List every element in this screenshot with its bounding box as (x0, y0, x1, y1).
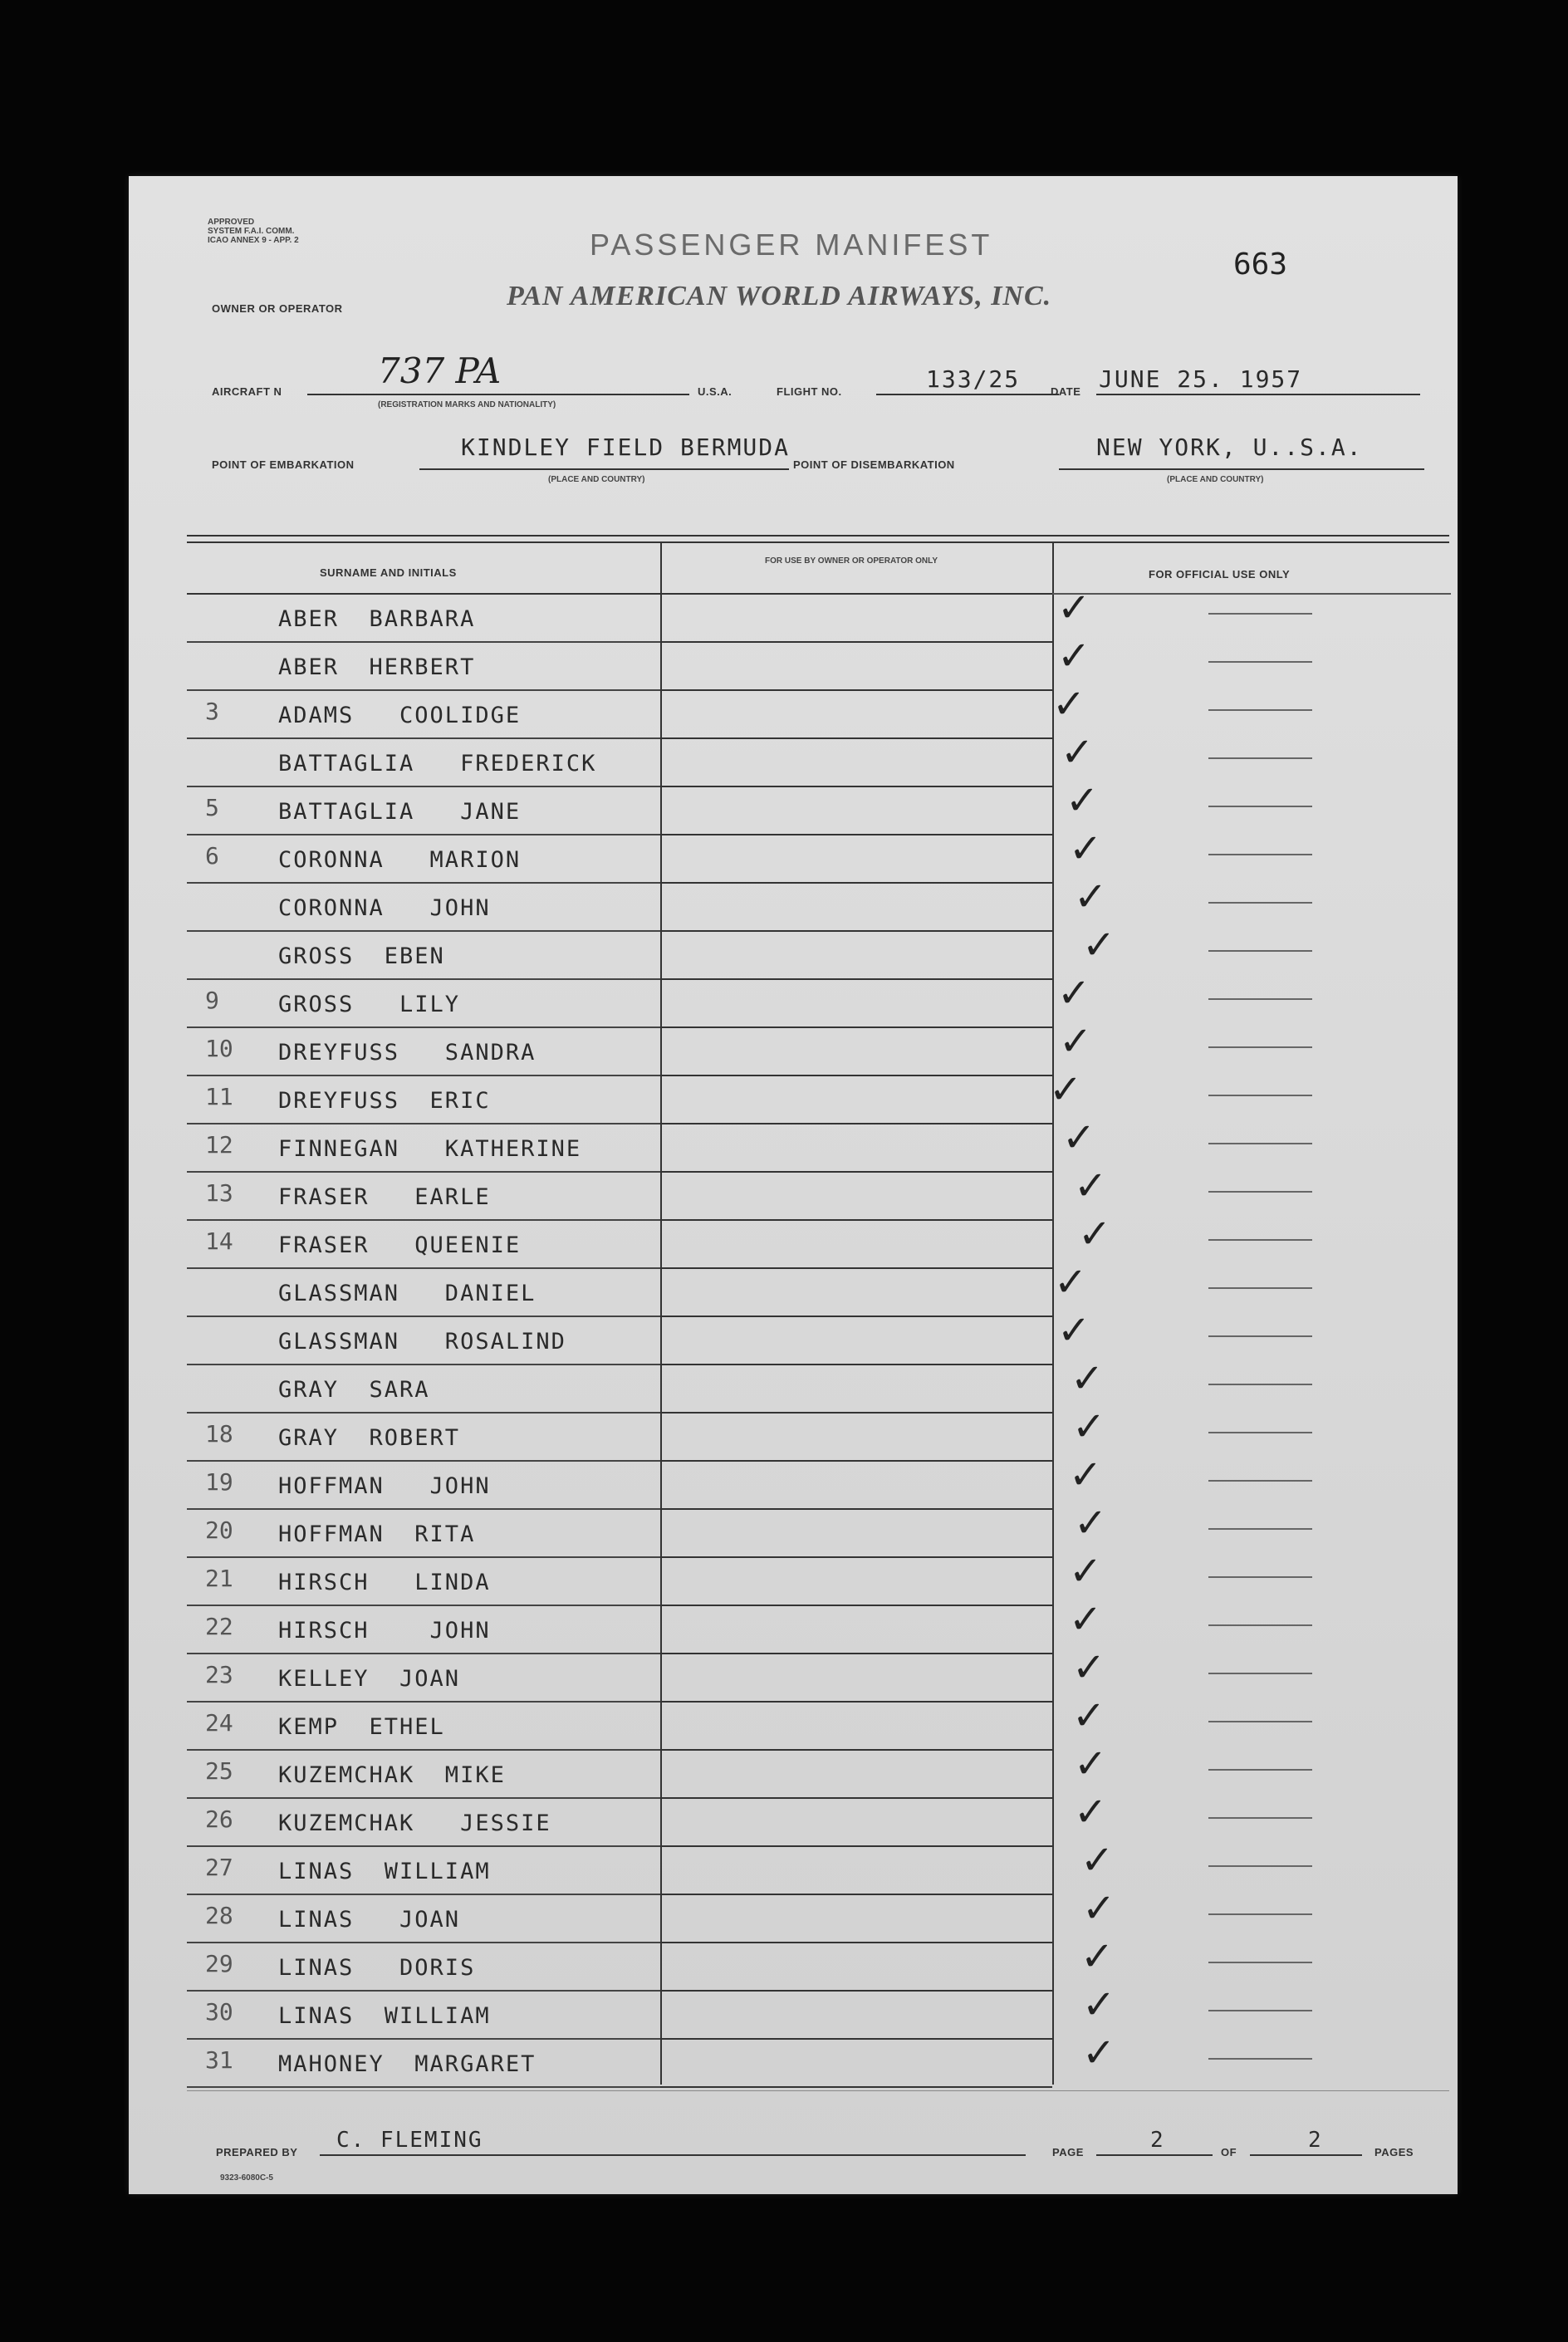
check-mark-icon: ✓ (1074, 1163, 1108, 1209)
official-use-line (1208, 1191, 1312, 1193)
check-mark-icon: ✓ (1074, 1500, 1108, 1546)
passenger-name: FINNEGAN KATHERINE (278, 1136, 582, 1162)
official-use-line (1208, 1673, 1312, 1674)
row-number: 14 (205, 1227, 233, 1255)
check-mark-icon: ✓ (1059, 1018, 1093, 1065)
check-mark-icon: ✓ (1072, 1644, 1106, 1691)
passenger-name: LINAS JOAN (278, 1907, 461, 1933)
row-number: 11 (205, 1083, 233, 1110)
official-use-line (1208, 902, 1312, 904)
manifest-sheet (129, 176, 1458, 2194)
table-row (187, 691, 727, 739)
header-owner: FOR USE BY OWNER OR OPERATOR ONLY (765, 556, 938, 566)
row-number: 22 (205, 1613, 233, 1640)
passenger-name: FRASER EARLE (278, 1184, 491, 1210)
row-number: 29 (205, 1950, 233, 1977)
passenger-name: GRAY ROBERT (278, 1425, 461, 1451)
row-number: 20 (205, 1516, 233, 1544)
official-use-line (1208, 1384, 1312, 1385)
check-mark-icon: ✓ (1074, 874, 1108, 920)
embark-label: POINT OF EMBARKATION (212, 458, 355, 471)
passenger-name: MAHONEY MARGARET (278, 2051, 537, 2077)
official-use-line (1208, 613, 1312, 615)
page-value: 2 (1150, 2128, 1165, 2153)
row-number: 6 (205, 842, 219, 870)
usa-label: U.S.A. (698, 385, 733, 398)
official-use-line (1208, 1913, 1312, 1915)
passenger-name: CORONNA MARION (278, 847, 522, 873)
check-mark-icon: ✓ (1072, 1693, 1106, 1739)
official-use-line (1208, 1143, 1312, 1144)
table-row (187, 1076, 727, 1124)
approval-stamp (208, 218, 374, 245)
check-mark-icon: ✓ (1069, 826, 1103, 872)
approval-line-3: ICAO ANNEX 9 - APP. 2 (208, 236, 299, 245)
check-mark-icon: ✓ (1057, 970, 1091, 1017)
check-mark-icon: ✓ (1072, 1404, 1106, 1450)
disembark-underline (1059, 468, 1424, 470)
passenger-name: FRASER QUEENIE (278, 1232, 522, 1258)
table-row (187, 1895, 727, 1943)
table-row (187, 739, 727, 787)
passenger-name: DREYFUSS ERIC (278, 1088, 491, 1114)
row-underline (187, 2086, 727, 2088)
flight-value: 133/25 (926, 365, 1021, 393)
official-use-line (1208, 1239, 1312, 1241)
check-mark-icon: ✓ (1061, 729, 1095, 776)
footer-separator (187, 2090, 1449, 2091)
check-mark-icon: ✓ (1069, 1452, 1103, 1498)
passenger-name: ABER HERBERT (278, 654, 476, 680)
passenger-name: HIRSCH LINDA (278, 1570, 491, 1595)
row-number: 5 (205, 794, 219, 821)
row-number: 13 (205, 1179, 233, 1207)
row-number: 31 (205, 2046, 233, 2074)
check-mark-icon: ✓ (1049, 1066, 1083, 1113)
table-row (187, 1317, 727, 1365)
table-row (187, 932, 727, 980)
official-use-line (1208, 1528, 1312, 1530)
official-use-line (1208, 1769, 1312, 1771)
prepared-underline (320, 2154, 1026, 2156)
passenger-name: KEMP ETHEL (278, 1714, 445, 1740)
table-row (187, 1751, 727, 1799)
check-mark-icon: ✓ (1057, 633, 1091, 679)
official-use-line (1208, 806, 1312, 807)
table-row (187, 595, 727, 643)
aircraft-underline (307, 394, 689, 395)
row-number: 10 (205, 1035, 233, 1062)
official-use-line (1208, 661, 1312, 663)
header-official: FOR OFFICIAL USE ONLY (1149, 568, 1291, 581)
passenger-name: CORONNA JOHN (278, 895, 491, 921)
official-use-line (1208, 854, 1312, 855)
date-value: JUNE 25. 1957 (1099, 365, 1303, 393)
header-underline-right (1052, 593, 1451, 595)
table-row (187, 1221, 727, 1269)
table-row (187, 1703, 727, 1751)
official-use-line (1208, 1335, 1312, 1337)
row-number: 26 (205, 1805, 233, 1833)
operator-name: PAN AMERICAN WORLD AIRWAYS, INC. (507, 281, 1052, 311)
table-row (187, 1558, 727, 1606)
check-mark-icon: ✓ (1052, 681, 1086, 728)
passenger-name: LINAS WILLIAM (278, 1859, 491, 1884)
official-use-line (1208, 757, 1312, 759)
official-use-line (1208, 1432, 1312, 1433)
passenger-name: GLASSMAN DANIEL (278, 1281, 537, 1306)
table-row (187, 884, 727, 932)
table-row (187, 1606, 727, 1654)
registration-caption: (REGISTRATION MARKS AND NATIONALITY) (378, 400, 556, 409)
official-use-line (1208, 1962, 1312, 1963)
row-number: 19 (205, 1468, 233, 1496)
table-row (187, 1414, 727, 1462)
owner-column-underline (660, 2086, 1052, 2088)
check-mark-icon: ✓ (1057, 585, 1091, 631)
table-row (187, 787, 727, 835)
passenger-name: HOFFMAN JOHN (278, 1473, 491, 1499)
passenger-name: KUZEMCHAK MIKE (278, 1762, 506, 1788)
prepared-label: PREPARED BY (216, 2146, 298, 2158)
check-mark-icon: ✓ (1082, 1885, 1116, 1932)
row-number: 23 (205, 1661, 233, 1688)
passenger-name: BATTAGLIA FREDERICK (278, 751, 597, 777)
embark-value: KINDLEY FIELD BERMUDA (461, 434, 791, 461)
row-number: 21 (205, 1565, 233, 1592)
flight-label: FLIGHT NO. (777, 385, 842, 398)
aircraft-value: 737 PA (378, 350, 502, 391)
passenger-name: GROSS LILY (278, 992, 461, 1017)
check-mark-icon: ✓ (1080, 1933, 1115, 1980)
check-mark-icon: ✓ (1082, 922, 1116, 968)
row-number: 28 (205, 1902, 233, 1929)
table-row (187, 1654, 727, 1703)
table-row (187, 643, 727, 691)
table-row (187, 1173, 727, 1221)
table-row (187, 1943, 727, 1992)
of-underline (1250, 2154, 1362, 2156)
approval-line-2: SYSTEM F.A.I. COMM. (208, 227, 295, 236)
row-number: 3 (205, 698, 219, 725)
check-mark-icon: ✓ (1062, 1115, 1096, 1161)
disembark-caption: (PLACE AND COUNTRY) (1167, 475, 1264, 484)
passenger-name: GLASSMAN ROSALIND (278, 1329, 566, 1355)
table-top-line-1 (187, 535, 1449, 537)
row-number: 30 (205, 1998, 233, 2026)
passenger-name: GRAY SARA (278, 1377, 430, 1403)
official-use-line (1208, 709, 1312, 711)
check-mark-icon: ✓ (1080, 1837, 1115, 1884)
row-number: 9 (205, 987, 219, 1014)
official-use-line (1208, 1480, 1312, 1482)
table-row (187, 1028, 727, 1076)
table-row (187, 835, 727, 884)
table-row (187, 1365, 727, 1414)
official-use-line (1208, 1576, 1312, 1578)
check-mark-icon: ✓ (1057, 1307, 1091, 1354)
official-use-line (1208, 1624, 1312, 1626)
table-row (187, 1124, 727, 1173)
row-number: 12 (205, 1131, 233, 1159)
form-code: 9323-6080C-5 (220, 2173, 273, 2183)
check-mark-icon: ✓ (1054, 1259, 1088, 1306)
official-use-line (1208, 1287, 1312, 1289)
flight-underline (876, 394, 1059, 395)
check-mark-icon: ✓ (1066, 777, 1100, 824)
page-underline (1096, 2154, 1213, 2156)
official-use-line (1208, 2010, 1312, 2011)
row-number: 18 (205, 1420, 233, 1448)
approval-line-1: APPROVED (208, 218, 255, 227)
pages-label: PAGES (1374, 2146, 1414, 2158)
of-label: OF (1221, 2146, 1237, 2158)
disembark-label: POINT OF DISEMBARKATION (793, 458, 955, 471)
passenger-name: BATTAGLIA JANE (278, 799, 522, 825)
passenger-name: LINAS WILLIAM (278, 2003, 491, 2029)
passenger-name: LINAS DORIS (278, 1955, 476, 1981)
row-number: 24 (205, 1709, 233, 1737)
check-mark-icon: ✓ (1074, 1741, 1108, 1787)
check-mark-icon: ✓ (1074, 1789, 1108, 1835)
passenger-name: DREYFUSS SANDRA (278, 1040, 537, 1066)
official-use-line (1208, 998, 1312, 1000)
table-row (187, 1799, 727, 1847)
official-use-line (1208, 950, 1312, 952)
check-mark-icon: ✓ (1082, 1982, 1116, 2028)
table-row (187, 1269, 727, 1317)
check-mark-icon: ✓ (1069, 1548, 1103, 1595)
passenger-name: KUZEMCHAK JESSIE (278, 1810, 551, 1836)
check-mark-icon: ✓ (1078, 1211, 1112, 1257)
disembark-value: NEW YORK, U..S.A. (1096, 434, 1363, 461)
table-row (187, 980, 727, 1028)
header-surname: SURNAME AND INITIALS (320, 566, 457, 579)
passenger-name: KELLEY JOAN (278, 1666, 461, 1692)
official-use-line (1208, 1095, 1312, 1096)
passenger-name: ABER BARBARA (278, 606, 476, 632)
manifest-page-number: 663 (1233, 247, 1288, 282)
check-mark-icon: ✓ (1069, 1596, 1103, 1643)
row-number: 25 (205, 1757, 233, 1785)
passenger-name: ADAMS COOLIDGE (278, 703, 522, 728)
official-use-line (1208, 1721, 1312, 1722)
table-row (187, 1510, 727, 1558)
embark-caption: (PLACE AND COUNTRY) (548, 475, 645, 484)
owner-label: OWNER OR OPERATOR (212, 302, 343, 315)
table-row (187, 1847, 727, 1895)
of-value: 2 (1308, 2128, 1323, 2153)
embark-underline (419, 468, 789, 470)
official-use-line (1208, 2058, 1312, 2060)
date-label: DATE (1051, 385, 1081, 398)
official-use-line (1208, 1046, 1312, 1048)
table-row (187, 1992, 727, 2040)
table-row (187, 1462, 727, 1510)
official-use-line (1208, 1865, 1312, 1867)
form-title: PASSENGER MANIFEST (590, 228, 993, 262)
prepared-value: C. FLEMING (336, 2128, 483, 2153)
official-use-line (1208, 1817, 1312, 1819)
passenger-name: HOFFMAN RITA (278, 1521, 476, 1547)
passenger-name: GROSS EBEN (278, 943, 445, 969)
page-label: PAGE (1052, 2146, 1084, 2158)
date-underline (1096, 394, 1420, 395)
check-mark-icon: ✓ (1082, 2030, 1116, 2076)
column-divider-2 (1052, 543, 1054, 2085)
passenger-name: HIRSCH JOHN (278, 1618, 491, 1644)
table-top-line-2 (187, 541, 1449, 543)
aircraft-label: AIRCRAFT N (212, 385, 282, 398)
table-row (187, 2040, 727, 2088)
row-number: 27 (205, 1854, 233, 1881)
check-mark-icon: ✓ (1071, 1355, 1105, 1402)
